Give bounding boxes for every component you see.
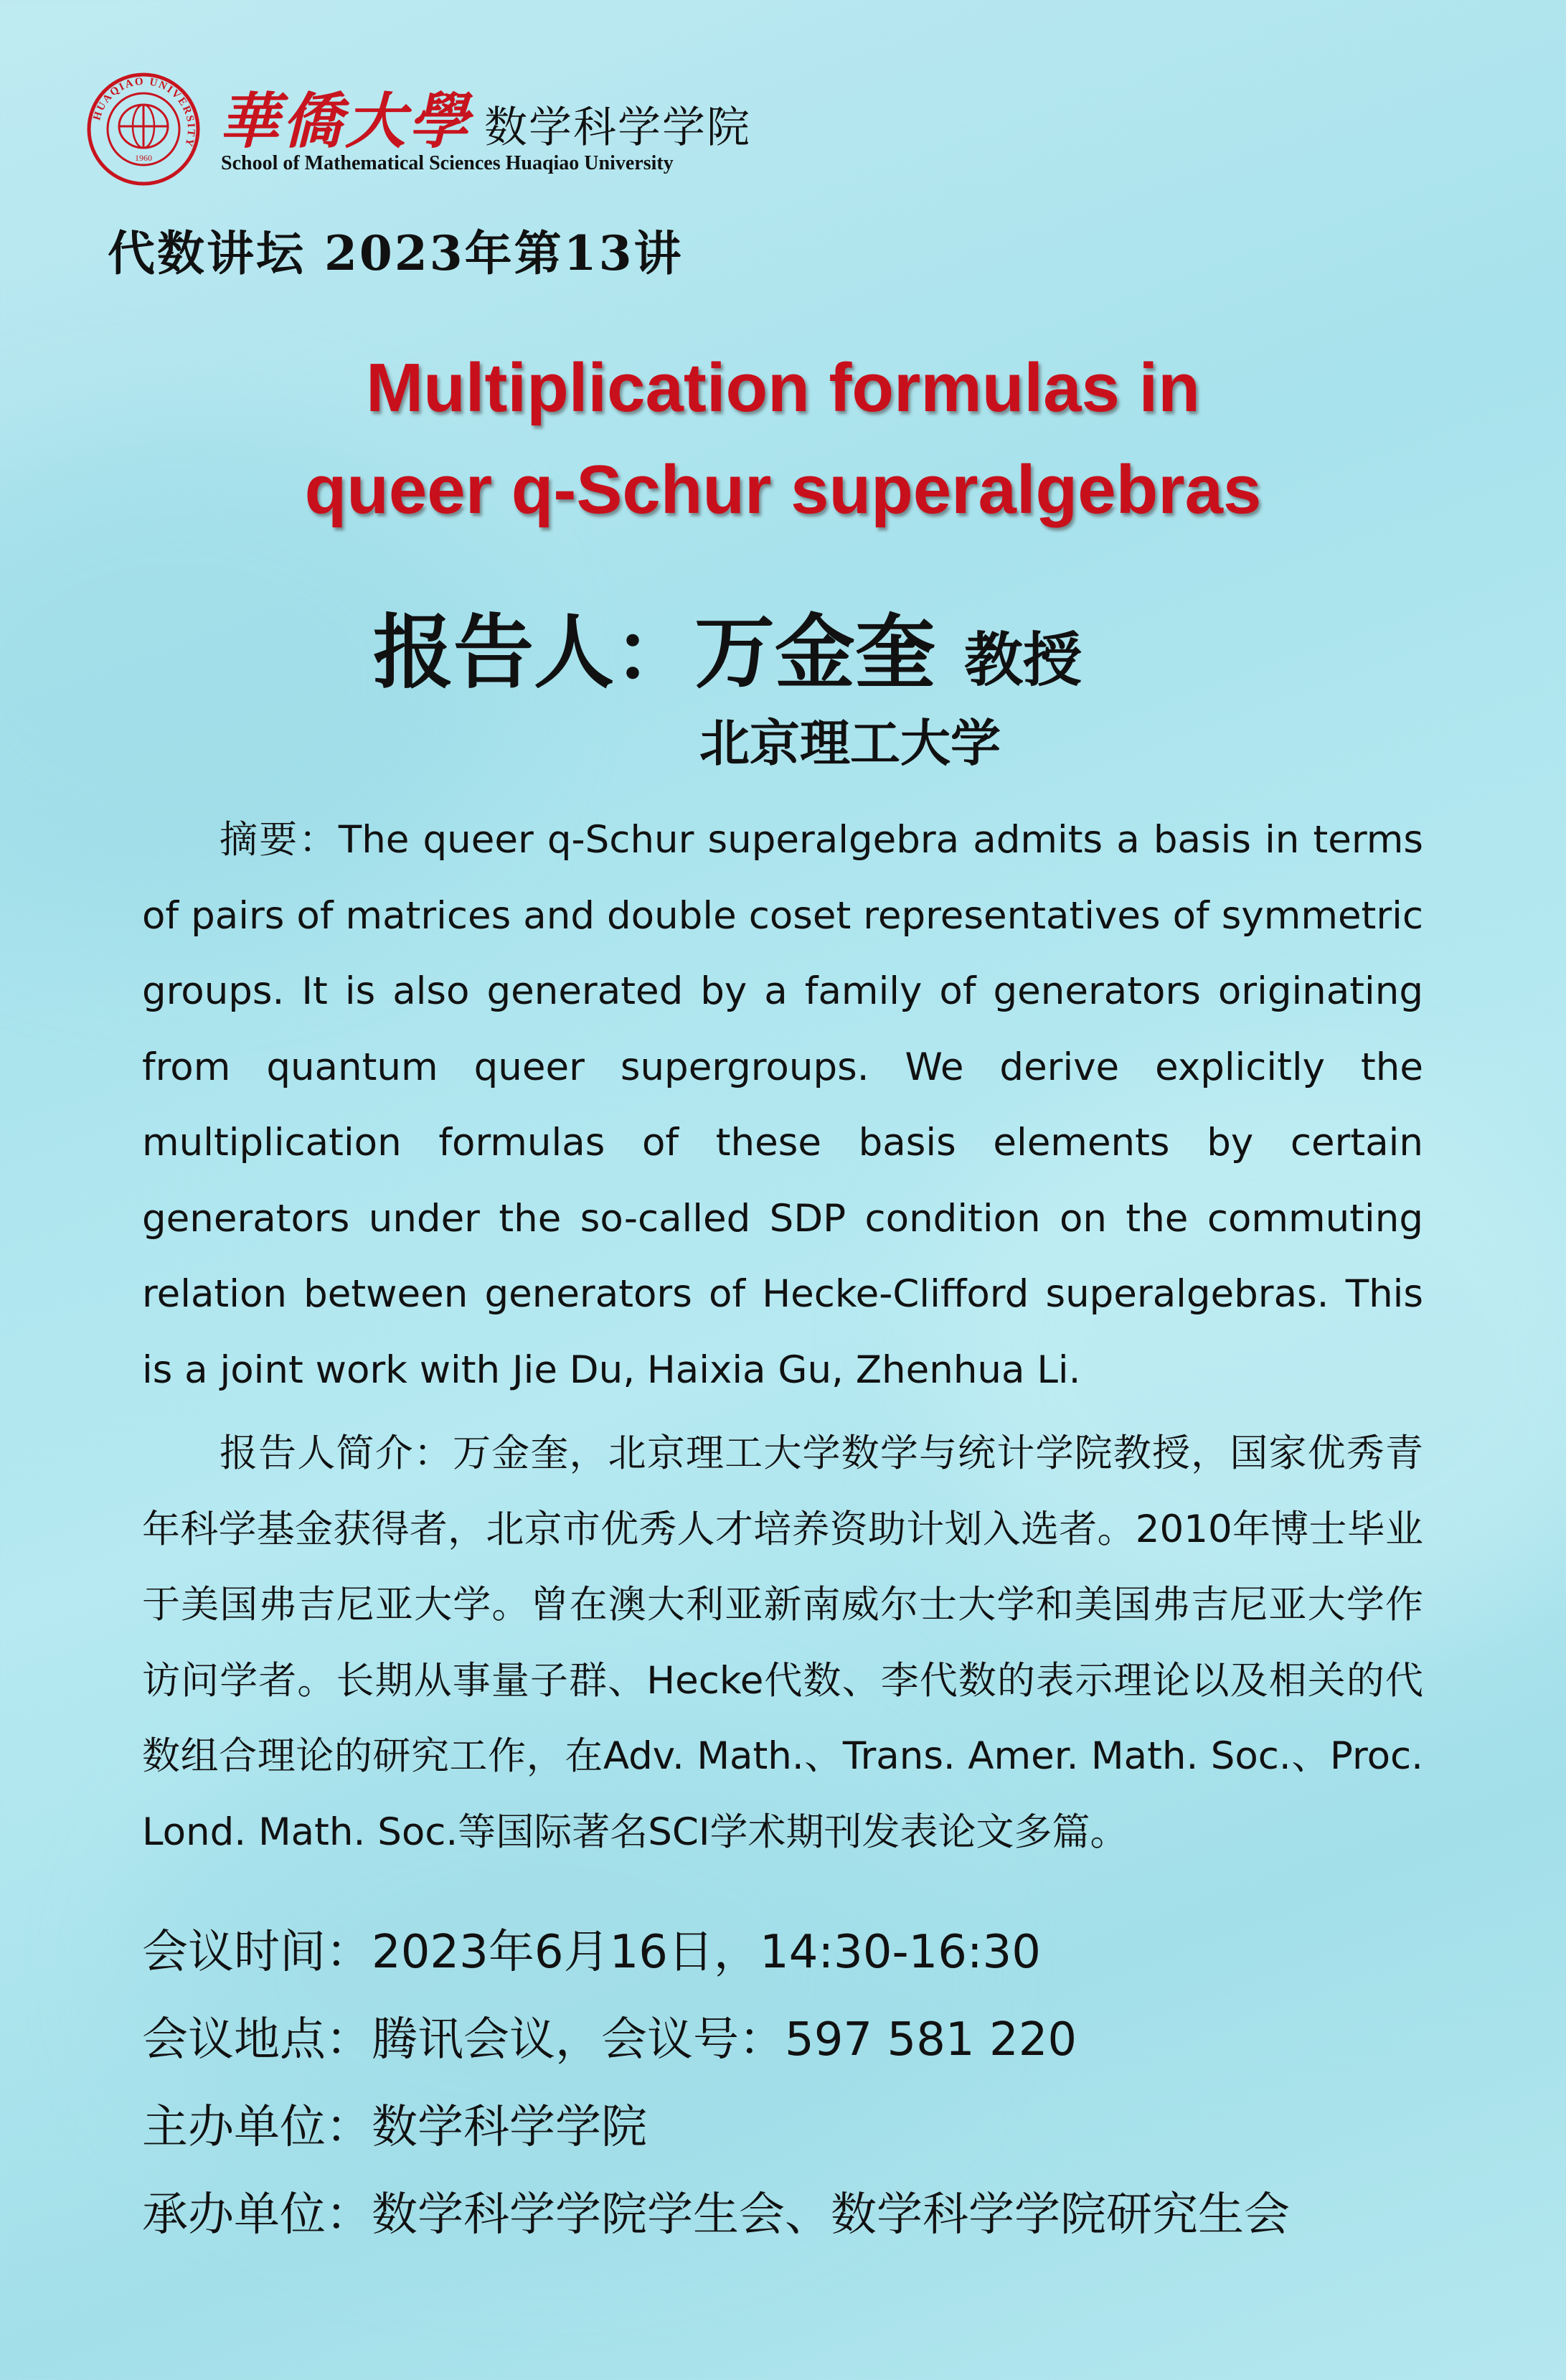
abstract-text: 摘要：The queer q-Schur superalgebra admits a basis in terms of pairs of matrices and double coset representatives of symmetric groups. It is also generated by a family of generators originating from quantum queer supergroups. We derive explicitly the multiplication formulas of these basis elements by certain generators under the so-called SDP condition on the commuting relation between generators of Hecke-Clifford superalgebras. This is a joint work with Jie Du, Haixia Gu, Zhenhua Li. bbox=[142, 818, 1423, 1392]
talk-title bbox=[0, 337, 1566, 541]
talk-title-line-1: Multiplication formulas in bbox=[366, 349, 1200, 426]
bio-section bbox=[142, 1416, 1423, 1870]
abstract-section bbox=[142, 802, 1423, 1408]
bio-text: 报告人简介：万金奎，北京理工大学数学与统计学院教授，国家优秀青年科学基金获得者，北京市优秀人才培养资助计划入选者。2010年博士毕业于美国弗吉尼亚大学。曾在澳大利亚新南威尔士大学和美国弗吉尼亚大学作访问学者。长期从事量子群、Hecke代数、李代数的表示理论以及相关的代数组合理论的研究工作，在Adv. Math.、Trans. Amer. Math. Soc.、Proc. Lond. Math. Soc.等国际著名SCI学术期刊发表论文多篇。 bbox=[142, 1431, 1423, 1854]
speaker-affiliation: 北京理工大学 bbox=[699, 714, 1001, 773]
speaker bbox=[373, 588, 1082, 704]
seal-year: 1960 bbox=[135, 153, 152, 163]
speaker-name: 报告人：万金奎 bbox=[373, 606, 935, 700]
meeting-place: 会议地点：腾讯会议，会议号：597 581 220 bbox=[142, 2013, 1077, 2066]
talk-title-line-2: queer q-Schur superalgebras bbox=[304, 451, 1262, 528]
meeting-time: 会议时间：2023年6月16日，14:30-16:30 bbox=[142, 1926, 1041, 1979]
poster-header bbox=[86, 65, 803, 194]
school-name-en: School of Mathematical Sciences Huaqiao University bbox=[221, 152, 674, 174]
seal-ring-text: HUAQIAO UNIVERSITY bbox=[91, 75, 197, 149]
lecture-series: 代数讲坛 2023年第13讲 bbox=[108, 225, 684, 281]
university-seal-logo bbox=[86, 72, 201, 187]
university-name-cn: 華僑大學 bbox=[219, 85, 472, 156]
speaker-rank: 教授 bbox=[964, 626, 1082, 695]
host-unit: 主办单位：数学科学学院 bbox=[142, 2101, 647, 2154]
organizer-unit: 承办单位：数学科学学院学生会、数学科学学院研究生会 bbox=[142, 2188, 1290, 2242]
school-name-cn: 数学科学学院 bbox=[484, 103, 751, 153]
meeting-info bbox=[142, 1909, 1290, 2259]
